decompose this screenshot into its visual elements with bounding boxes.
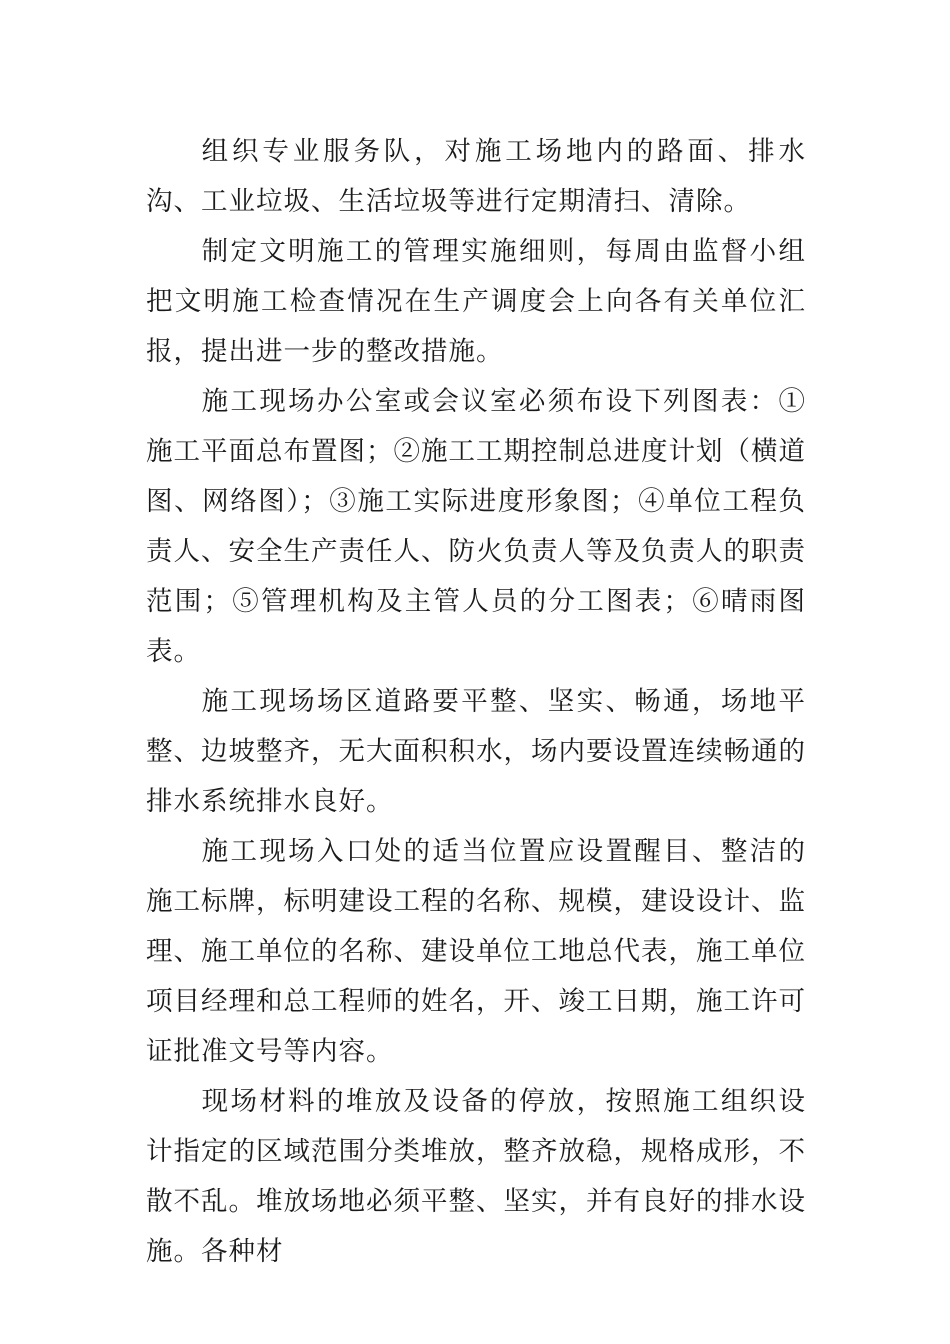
paragraph-2: 制定文明施工的管理实施细则，每周由监督小组把文明施工检查情况在生产调度会上向各有关单位汇报，提出进一步的整改措施。 [146,236,806,367]
document-body [146,127,806,1277]
paragraph-3: 施工现场办公室或会议室必须布设下列图表：①施工平面总布置图；②施工工期控制总进度计划（横道图、网络图）；③施工实际进度形象图；④单位工程负责人、安全生产责任人、防火负责人等及负责人的职责范围；⑤管理机构及主管人员的分工图表；⑥晴雨图表。 [146,386,806,667]
paragraph-4: 施工现场场区道路要平整、坚实、畅通，场地平整、边坡整齐，无大面积积水，场内要设置连续畅通的排水系统排水良好。 [146,686,806,817]
paragraph-5: 施工现场入口处的适当位置应设置醒目、整洁的施工标牌，标明建设工程的名称、规模，建设设计、监理、施工单位的名称、建设单位工地总代表，施工单位项目经理和总工程师的姓名，开、竣工日期，施工许可证批准文号等内容。 [146,836,806,1067]
paragraph-1: 组织专业服务队，对施工场地内的路面、排水沟、工业垃圾、生活垃圾等进行定期清扫、清除。 [146,136,806,217]
paragraph-6: 现场材料的堆放及设备的停放，按照施工组织设计指定的区域范围分类堆放，整齐放稳，规格成形，不散不乱。堆放场地必须平整、坚实，并有良好的排水设施。各种材 [146,1086,806,1267]
